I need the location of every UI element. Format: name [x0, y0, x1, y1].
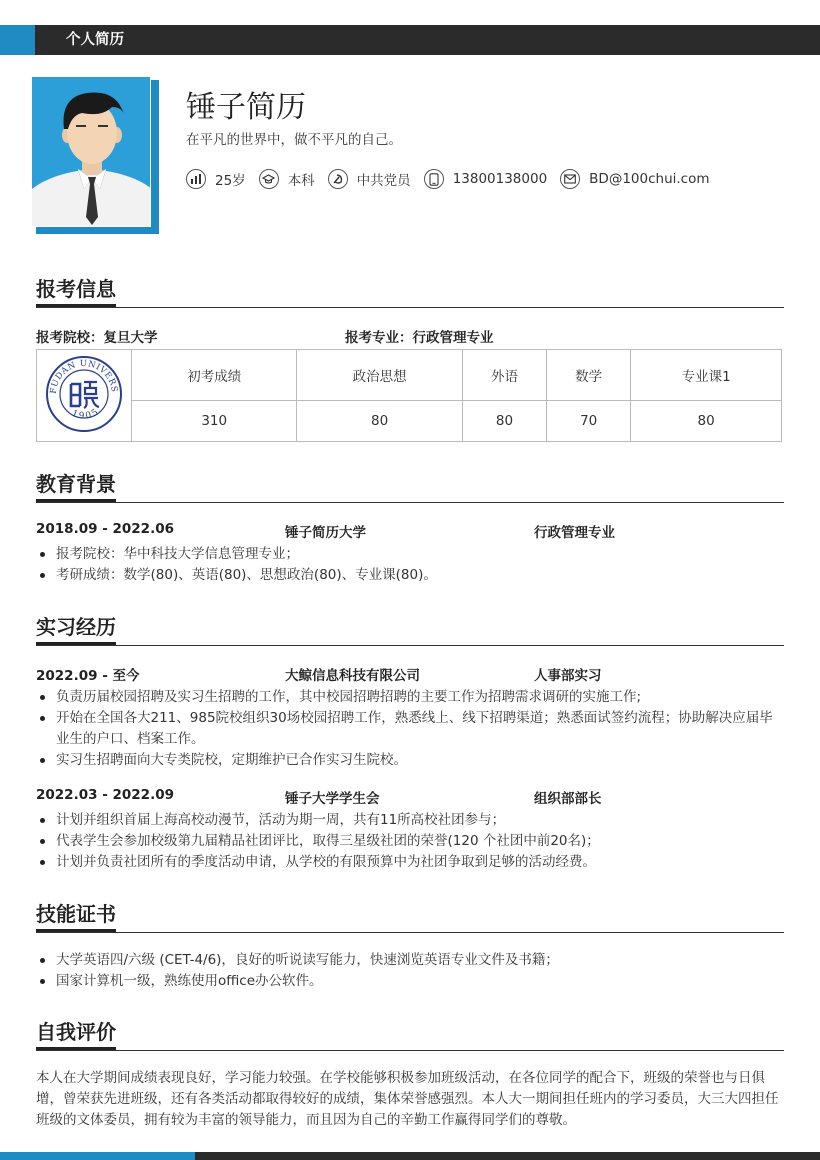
- job-1-bullets: [36, 687, 784, 771]
- avatar: [31, 76, 151, 227]
- subject-cell: 初考成绩: [132, 350, 297, 401]
- job-1-role: 人事部实习: [534, 668, 602, 684]
- score-cell: 310: [132, 400, 297, 441]
- list-item: 实习生招聘面向大专类院校，定期维护已合作实习生院校。: [36, 750, 784, 771]
- job-2-bullets: [36, 810, 784, 873]
- info-row: [186, 168, 723, 190]
- list-item: 考研成绩：数学(80)、英语(80)、思想政治(80)、专业课(80)。: [36, 565, 784, 586]
- list-item: 大学英语四/六级 (CET-4/6)，良好的听说读写能力，快速浏览英语专业文件及书籍；: [36, 950, 784, 971]
- university-logo-cell: [37, 350, 132, 442]
- education-school: 锤子简历大学: [285, 525, 366, 541]
- top-bar-accent: [0, 25, 35, 55]
- phone-icon: [424, 169, 444, 189]
- list-item: 计划并组织首届上海高校动漫节，活动为期一周，共有11所高校社团参与；: [36, 810, 784, 831]
- list-item: 报考院校：华中科技大学信息管理专业；: [36, 544, 784, 565]
- bottom-bar: [0, 1152, 820, 1160]
- self-evaluation-text: 本人在大学期间成绩表现良好，学习能力较强。在学校能够积极参加班级活动，在各位同学的配合下，班级的荣誉也与日俱增，曾荣获先进班级，还有各类活动都取得较好的成绩，集体荣誉感强烈。本人大一期间担任班内的学习委员，大三大四担任班级的文体委员，拥有较为丰富的领导能力，而且因为自己的辛勤工作赢得同学们的尊敬。: [36, 1070, 779, 1128]
- info-age: [186, 169, 246, 189]
- subject-cell: 外语: [462, 350, 546, 401]
- list-item: 开始在全国各大211、985院校组织30场校园招聘工作，熟悉线上、线下招聘渠道；熟悉面试签约流程；协助解决应届毕业生的户口、档案工作。: [36, 708, 784, 750]
- exam-major: 报考专业：行政管理专业: [345, 330, 494, 346]
- svg-text:1905: [70, 406, 102, 421]
- job-2-role: 组织部部长: [534, 791, 602, 807]
- education-major: 行政管理专业: [534, 525, 615, 541]
- list-item: 计划并负责社团所有的季度活动申请，从学校的有限预算中为社团争取到足够的活动经费。: [36, 852, 784, 873]
- score-cell: 80: [297, 400, 462, 441]
- logo-text: FUDAN UNIVERS: [48, 358, 120, 394]
- section-education-title: 教育背景: [36, 472, 116, 502]
- subject-cell: 数学: [547, 350, 631, 401]
- fudan-logo-icon: [44, 354, 124, 434]
- list-item: 国家计算机一级，熟练使用office办公软件。: [36, 971, 784, 992]
- graduation-cap-icon: [259, 169, 279, 189]
- info-age-text: 25岁: [215, 173, 246, 189]
- section-self-evaluation: [36, 1020, 784, 1051]
- education-period: 2018.09 - 2022.06: [36, 521, 174, 537]
- score-cell: 80: [631, 400, 782, 441]
- subject-cell: 专业课1: [631, 350, 782, 401]
- score-cell: 80: [462, 400, 546, 441]
- info-phone-text: 13800138000: [452, 171, 548, 187]
- education-bullets: [36, 544, 784, 586]
- section-exam-info: [36, 277, 784, 308]
- section-exam-info-title: 报考信息: [36, 277, 116, 307]
- section-education: [36, 472, 784, 503]
- score-table-value-row: [37, 400, 782, 441]
- score-table: [36, 349, 782, 442]
- job-1-period: 2022.09 - 至今: [36, 668, 140, 684]
- job-2-period: 2022.03 - 2022.09: [36, 787, 174, 803]
- info-degree: [259, 169, 315, 189]
- info-phone: [424, 169, 547, 189]
- score-cell: 70: [547, 400, 631, 441]
- mail-icon: [560, 169, 580, 189]
- info-degree-text: 本科: [287, 173, 315, 189]
- section-self-evaluation-title: 自我评价: [36, 1020, 116, 1050]
- top-bar-label: 个人简历: [66, 32, 124, 48]
- list-item: 代表学生会参加校级第九届精品社团评比，取得三星级社团的荣誉(120 个社团中前20名)；: [36, 831, 784, 852]
- bottom-bar-accent: [0, 1152, 195, 1160]
- score-table-header-row: [37, 350, 782, 401]
- avatar-illustration: [32, 77, 151, 227]
- section-internship: [36, 615, 784, 646]
- section-skills-title: 技能证书: [36, 902, 116, 932]
- logo-year: 1905: [70, 406, 102, 422]
- info-politics: [328, 169, 411, 189]
- subject-cell: 政治思想: [297, 350, 462, 401]
- info-email-text: BD@100chui.com: [589, 171, 710, 187]
- party-emblem-icon: [328, 169, 348, 189]
- motto: 在平凡的世界中，做不平凡的自己。: [186, 132, 402, 148]
- section-internship-title: 实习经历: [36, 615, 116, 645]
- info-email: [560, 169, 709, 189]
- top-bar: [0, 25, 820, 55]
- exam-school: 报考院校：复旦大学: [36, 330, 158, 346]
- skills-bullets: [36, 950, 784, 992]
- job-2-org: 锤子大学学生会: [285, 791, 380, 807]
- job-1-org: 大鲸信息科技有限公司: [285, 668, 420, 684]
- info-politics-text: 中共党员: [356, 173, 411, 189]
- section-skills: [36, 902, 784, 933]
- bar-chart-icon: [186, 169, 206, 189]
- resume-name: 锤子简历: [186, 90, 306, 125]
- list-item: 负责历届校园招聘及实习生招聘的工作，其中校园招聘招聘的主要工作为招聘需求调研的实施工作;: [36, 687, 784, 708]
